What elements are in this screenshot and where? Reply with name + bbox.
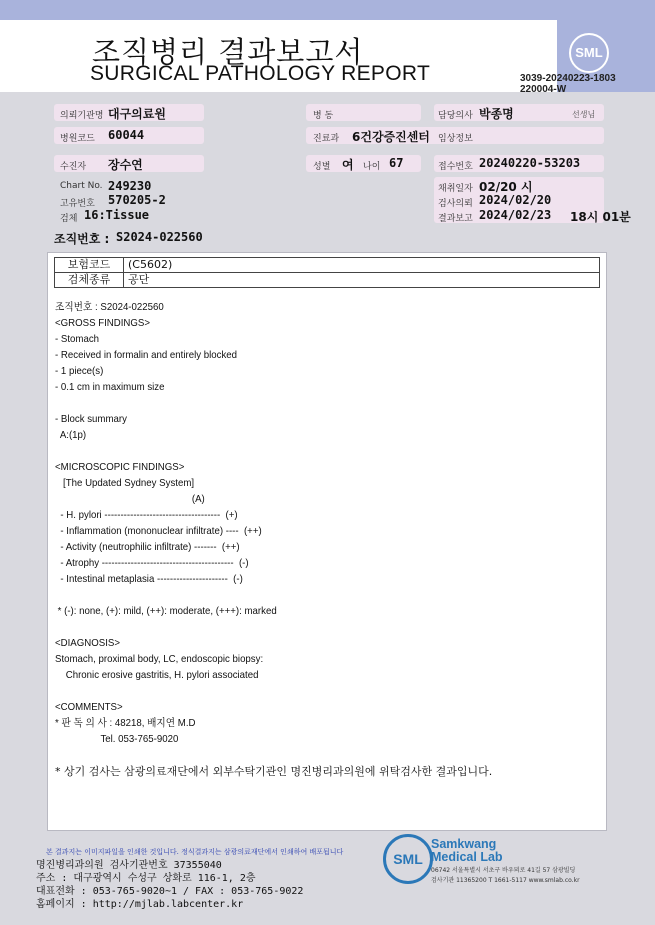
samkwang-address-line1: 06742 서울특별시 서초구 바우뫼로 41길 57 삼광빌딩 [431,867,576,874]
report-line: A:(1p) [55,429,87,441]
report-line: - Intestinal metaplasia ---------------------- (-) [55,573,243,585]
collect-value: 02/20 시 [479,180,533,194]
report-time-value: 18시 01분 [570,210,631,224]
doc-number-line1: 3039-20240223-1803 [520,73,616,84]
report-line [55,395,277,411]
chart-value: 249230 [108,179,152,193]
specimen-label: 검체 [60,214,78,224]
department-value: 6건강증진센터 [352,130,430,144]
report-line: - Atrophy ----------------------------------------- (-) [55,557,249,569]
samkwang-name-line1: Samkwang [431,837,497,851]
age-label: 나이 [363,162,381,172]
hospital-code-label: 병원코드 [60,134,95,144]
report-line: - Activity (neutrophilic infiltrate) ------- (++) [55,541,240,553]
outsourcing-note: * 상기 검사는 삼광의료재단에서 외부수탁기관인 명진병리과의원에 위탁검사한 결과입니다. [55,765,493,778]
doc-number-line2: 220004-W [520,84,567,95]
report-body [47,252,607,831]
report-line: * 판 독 의 사 : 48218, 배지연 M.D [55,717,196,729]
footer-phone: 대표전화 : 053-765-9020~1 / FAX : 053-765-9022 [36,886,304,897]
title-english: SURGICAL PATHOLOGY REPORT [90,62,431,85]
report-line: (A) [55,493,205,505]
samkwang-address-line2: 검사기관 11365200 T 1661-5117 www.smlab.co.kr [431,877,580,884]
unique-id-label: 고유번호 [60,199,95,209]
specimen-type-label: 검체종류 [55,273,124,288]
title-korean: 조직병리 결과보고서 [92,35,364,69]
reception-value: 20240220-53203 [479,156,581,170]
insurance-code-value: (C5602) [124,258,600,273]
report-line [55,443,277,459]
report-date-value: 2024/02/23 [479,208,552,222]
insurance-row [55,258,600,273]
sex-label: 성별 [313,162,331,172]
report-text [55,299,277,747]
report-line: - Inflammation (mononuclear infiltrate) ---- (++) [55,525,262,537]
report-line [55,587,277,603]
footer [0,830,655,925]
samkwang-name-line2: Medical Lab [431,850,503,864]
samkwang-logo-icon: SML [383,834,433,884]
report-date-label: 결과보고 [438,214,473,224]
report-line: 조직번호 : S2024-022560 [55,301,164,313]
age-value: 67 [389,156,404,170]
report-line: - H. pylori ------------------------------------ (+) [55,509,238,521]
report-line: * (-): none, (+): mild, (++): moderate, (+++): marked [55,605,277,617]
specimen-type-value: 공단 [124,273,600,288]
footer-address: 주소 : 대구광역시 수성구 상화로 116-1, 2층 [36,873,256,884]
print-warning: 본 결과지는 이미지파일을 인쇄한 것입니다. 정식결과지는 삼광의료재단에서 인쇄하여 배포됩니다 [46,848,344,856]
chart-label: Chart No. [60,181,103,191]
hospital-code-value: 60044 [108,128,145,142]
tissue-number-value: S2024-022560 [116,230,203,244]
unique-id-value: 570205-2 [108,193,166,207]
clinical-info-label: 임상정보 [438,134,473,144]
request-value: 2024/02/20 [479,193,552,207]
hospital-label: 의뢰기관명 [60,111,104,121]
report-line: Stomach, proximal body, LC, endoscopic biopsy: [55,653,264,665]
doctor-label: 담당의사 [438,111,473,121]
sex-value: 여 [342,158,354,172]
report-line: - Block summary [55,413,127,425]
doctor-suffix: 선생님 [572,110,596,119]
sml-logo-icon: SML [569,33,609,73]
department-label: 진료과 [313,134,340,144]
insurance-code-label: 보험코드 [55,258,124,273]
report-line [55,683,277,699]
request-label: 검사의뢰 [438,199,473,209]
doctor-value: 박종명 [479,107,514,121]
hospital-value: 대구의료원 [108,107,166,121]
footer-lab-name: 명진병리과의원 검사기관번호 37355040 [36,860,222,871]
report-line: - Received in formalin and entirely blocked [55,349,238,361]
footer-homepage: 홈페이지 : http://mjlab.labcenter.kr [36,899,244,910]
samkwang-address [431,866,580,886]
report-line: - 0.1 cm in maximum size [55,381,165,393]
report-line: <DIAGNOSIS> [55,637,120,649]
report-line: Chronic erosive gastritis, H. pylori associated [55,669,259,681]
collect-label: 채취일자 [438,184,473,194]
reception-label: 접수번호 [438,162,473,172]
tissue-number-label: 조직번호 : [54,232,110,246]
report-line: <GROSS FINDINGS> [55,317,151,329]
report-line: Tel. 053-765-9020 [55,733,179,745]
report-line: - 1 piece(s) [55,365,104,377]
report-line: [The Updated Sydney System] [55,477,195,489]
header-band [0,0,655,20]
report-line [55,619,277,635]
patient-name-value: 장수연 [108,158,143,172]
document-number [520,73,616,95]
samkwang-name [431,838,503,864]
specimen-value: 16:Tissue [84,208,150,222]
patient-name-label: 수진자 [60,162,87,172]
insurance-table [54,257,600,288]
ward-label: 병 동 [313,111,334,121]
specimen-type-row [55,273,600,288]
report-line: - Stomach [55,333,100,345]
report-line: <COMMENTS> [55,701,123,713]
report-line: <MICROSCOPIC FINDINGS> [55,461,185,473]
